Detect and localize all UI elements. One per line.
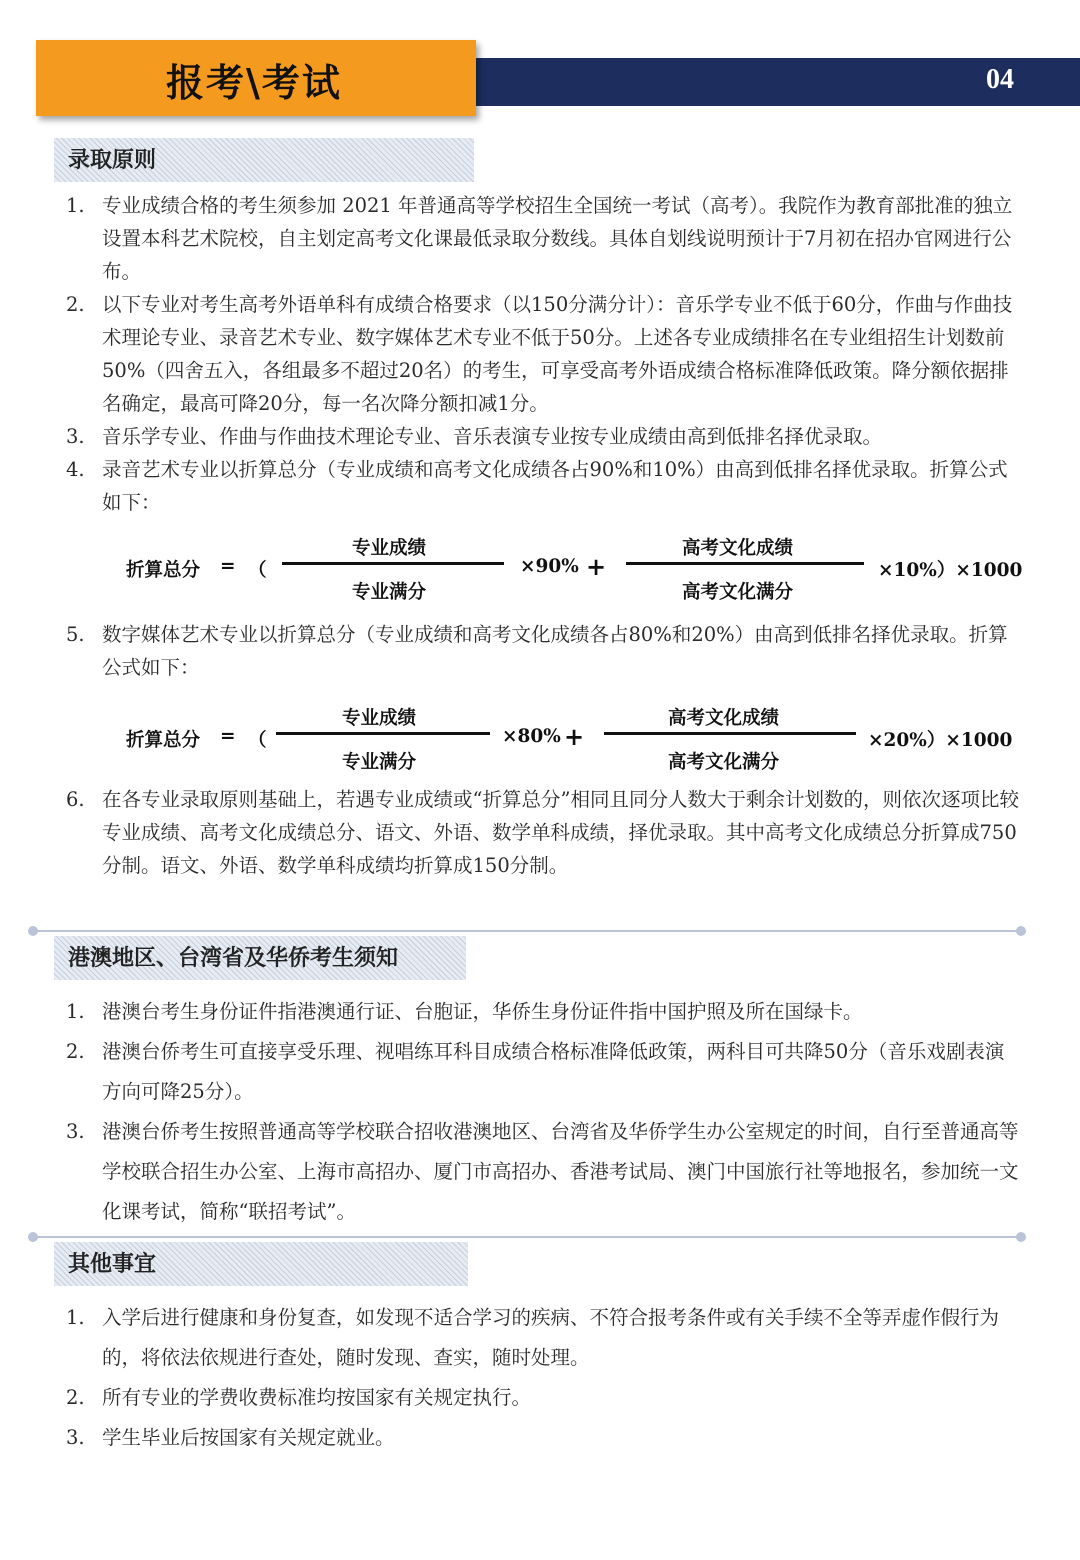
list-item	[66, 992, 1020, 1032]
item-text: 音乐学专业、作曲与作曲技术理论专业、音乐表演专业按专业成绩由高到低排名择优录取。	[102, 425, 883, 448]
formula-multiplier-1: ×90%	[520, 556, 579, 577]
item-text: 所有专业的学费收费标准均按国家有关规定执行。	[102, 1386, 532, 1409]
formula-plus: +	[564, 722, 585, 751]
item-number: 3.	[66, 425, 85, 448]
page-title: 报考\考试	[166, 61, 342, 105]
section-divider	[32, 1236, 1022, 1238]
list-item	[66, 453, 1020, 519]
item-text: 学生毕业后按国家有关规定就业。	[102, 1426, 395, 1449]
fraction-bar	[276, 732, 490, 735]
fraction-bar	[282, 562, 504, 565]
list-item	[66, 288, 1020, 420]
formula-open-paren: （	[248, 730, 267, 751]
item-text: 录音艺术专业以折算总分（专业成绩和高考文化成绩各占90%和10%）由高到低排名择优录取。折算公式如下：	[102, 458, 1008, 514]
formula-recording-arts	[126, 528, 1026, 608]
fraction-bar	[626, 562, 864, 565]
formula-equals: =	[220, 556, 236, 577]
formula-denominator-1: 专业满分	[352, 582, 427, 603]
formula-denominator-2: 高考文化满分	[682, 582, 794, 603]
formula-numerator-1: 专业成绩	[352, 538, 427, 559]
item-number: 1.	[66, 194, 85, 217]
item-number: 2.	[66, 1386, 85, 1409]
item-text: 港澳台考生身份证件指港澳通行证、台胞证，华侨生身份证件指中国护照及所在国绿卡。	[102, 1000, 863, 1023]
formula-denominator-2: 高考文化满分	[668, 752, 780, 773]
formula-equals: =	[220, 726, 236, 747]
item-text: 以下专业对考生高考外语单科有成绩合格要求（以150分满分计）：音乐学专业不低于60分，作曲与作曲技术理论专业、录音艺术专业、数字媒体艺术专业不低于50分。上述各专业成绩排名在专业组招生计划数前50%（四舍五入，各组最多不超过20名）的考生，可享受高考外语成绩合格标准降低政策。降分额依据排名确定，最高可降20分，每一名次降分额扣减1分。	[102, 293, 1013, 415]
item-text: 在各专业录取原则基础上，若遇专业成绩或“折算总分”相同且同分人数大于剩余计划数的，则依次逐项比较专业成绩、高考文化成绩总分、语文、外语、数学单科成绩，择优录取。其中高考文化成绩总分折算成750分制。语文、外语、数学单科成绩均折算成150分制。	[102, 788, 1019, 877]
formula-numerator-1: 专业成绩	[342, 708, 417, 729]
formula-digital-media	[126, 698, 1026, 778]
list-item	[66, 1298, 1020, 1378]
list-item	[66, 1032, 1020, 1112]
item-number: 3.	[66, 1120, 85, 1143]
item-number: 1.	[66, 1306, 85, 1329]
formula-multiplier-1: ×80%	[502, 726, 561, 747]
item-number: 6.	[66, 788, 85, 811]
list-item	[66, 783, 1020, 882]
formula-numerator-2: 高考文化成绩	[682, 538, 794, 559]
list-item	[66, 1378, 1020, 1418]
list-item	[66, 189, 1020, 288]
item-text: 港澳台侨考生可直接享受乐理、视唱练耳科目成绩合格标准降低政策，两科目可共降50分（音乐戏剧表演方向可降25分）。	[102, 1040, 1005, 1103]
item-number: 5.	[66, 623, 85, 646]
section-heading-other-matters: 其他事宜	[54, 1242, 468, 1286]
formula-lhs: 折算总分	[126, 730, 201, 751]
list-item	[66, 618, 1020, 684]
formula-numerator-2: 高考文化成绩	[668, 708, 780, 729]
item-number: 4.	[66, 458, 85, 481]
item-text: 数字媒体艺术专业以折算总分（专业成绩和高考文化成绩各占80%和20%）由高到低排名择优录取。折算公式如下：	[102, 623, 1008, 679]
item-number: 1.	[66, 1000, 85, 1023]
section-heading-hk-macao-taiwan: 港澳地区、台湾省及华侨考生须知	[54, 936, 466, 980]
list-item	[66, 420, 1020, 453]
section-heading-admission: 录取原则	[54, 138, 474, 182]
fraction-bar	[604, 732, 856, 735]
formula-tail: ×20%）×1000	[868, 730, 1013, 751]
formula-denominator-1: 专业满分	[342, 752, 417, 773]
formula-lhs: 折算总分	[126, 560, 201, 581]
page-number: 04	[986, 64, 1014, 95]
item-number: 2.	[66, 1040, 85, 1063]
item-number: 2.	[66, 293, 85, 316]
formula-plus: +	[586, 552, 607, 581]
formula-tail: ×10%）×1000	[878, 560, 1023, 581]
item-text: 港澳台侨考生按照普通高等学校联合招收港澳地区、台湾省及华侨学生办公室规定的时间，自行至普通高等学校联合招生办公室、上海市高招办、厦门市高招办、香港考试局、澳门中国旅行社等地报名，参加统一文化课考试，简称“联招考试”。	[102, 1120, 1019, 1223]
section-divider	[32, 930, 1022, 932]
item-text: 入学后进行健康和身份复查，如发现不适合学习的疾病、不符合报考条件或有关手续不全等弄虚作假行为的，将依法依规进行查处，随时发现、查实，随时处理。	[102, 1306, 1000, 1369]
list-item	[66, 1418, 1020, 1458]
list-item	[66, 1112, 1020, 1232]
item-text: 专业成绩合格的考生须参加 2021 年普通高等学校招生全国统一考试（高考）。我院作为教育部批准的独立设置本科艺术院校，自主划定高考文化课最低录取分数线。具体自划线说明预计于7月初在招办官网进行公布。	[102, 194, 1013, 283]
formula-open-paren: （	[248, 560, 267, 581]
item-number: 3.	[66, 1426, 85, 1449]
